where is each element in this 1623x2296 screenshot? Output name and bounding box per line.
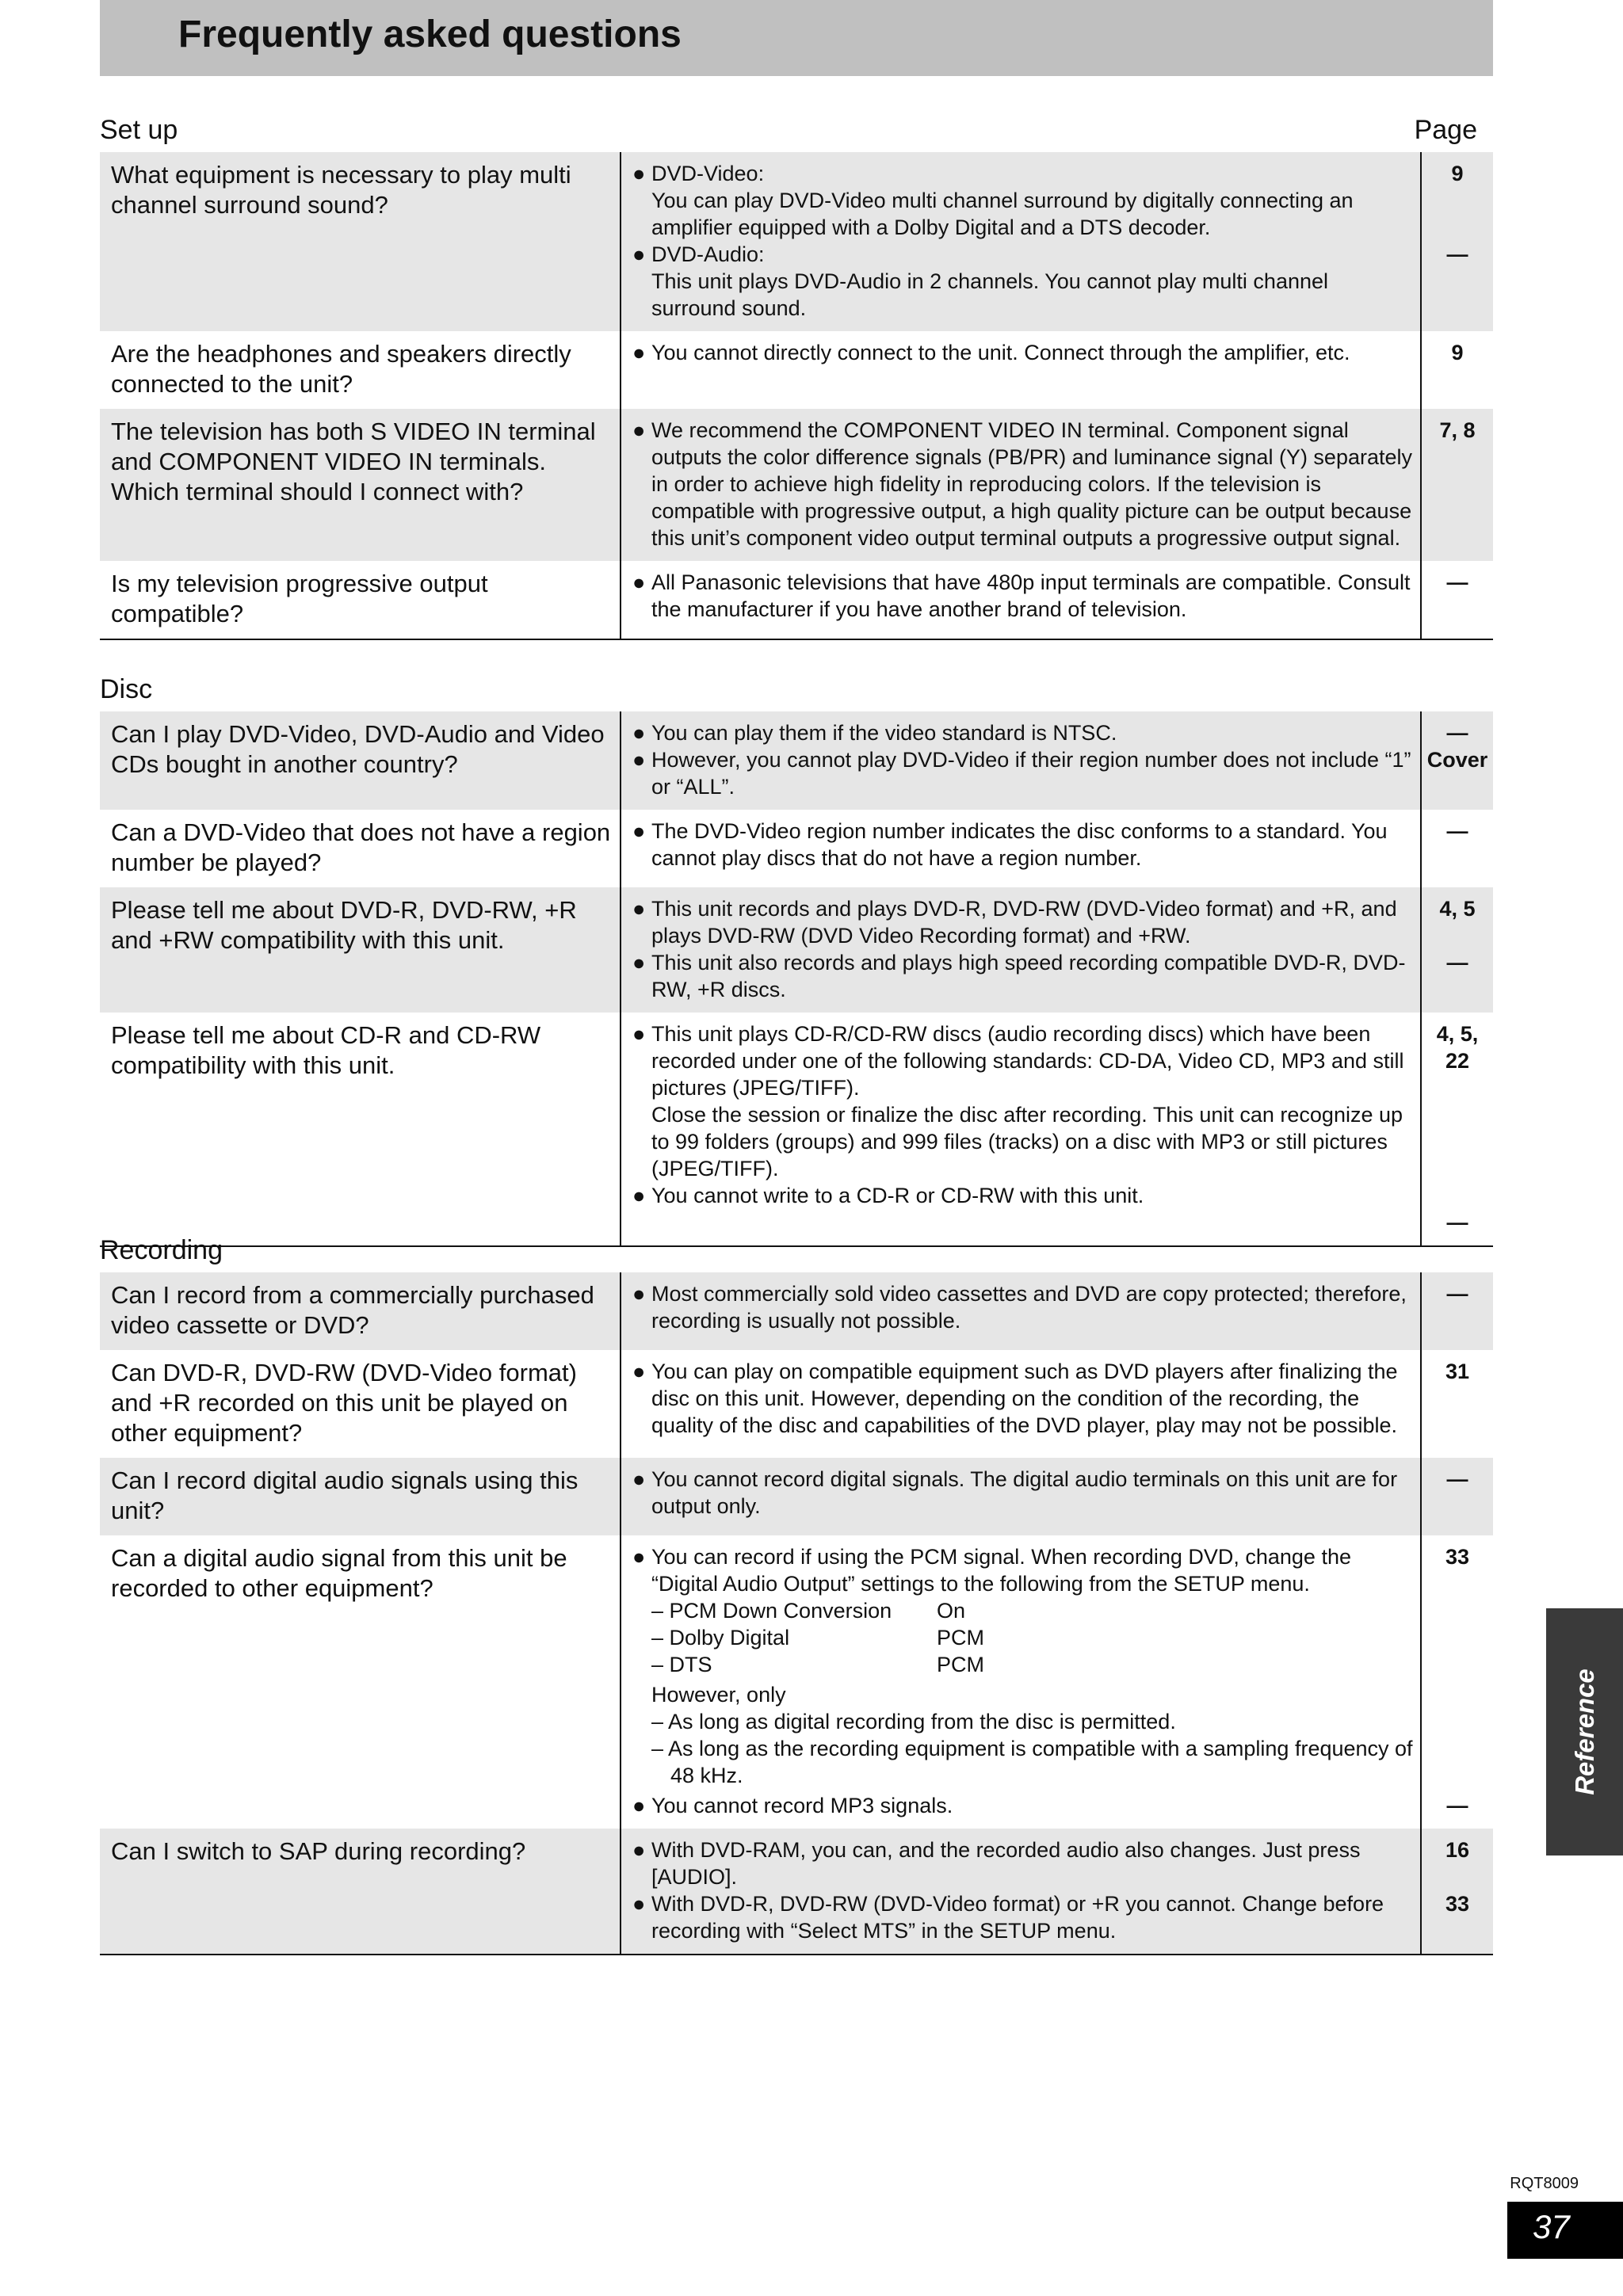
- answer: ● We recommend the COMPONENT VIDEO IN terminal. Component signal outputs the color difference signals (PB/PR) and luminance signal (Y) separately in order to achieve high fidelity in reproducing colors. If the television is compatible with progressive output, a high quality picture can be output because this unit’s component video output terminal outputs a progressive output signal.: [621, 409, 1421, 561]
- question: Can a DVD-Video that does not have a region number be played?: [100, 810, 621, 887]
- document-code: RQT8009: [1510, 2175, 1579, 2192]
- table-row: [100, 810, 1493, 887]
- question: Is my television progressive output compatible?: [100, 561, 621, 639]
- answer: ● Most commercially sold video cassettes and DVD are copy protected; therefore, recording is usually not possible.: [621, 1272, 1421, 1350]
- question: The television has both S VIDEO IN terminal and COMPONENT VIDEO IN terminals. Which terminal should I connect with?: [100, 409, 621, 561]
- disc-table: [100, 711, 1493, 1247]
- page-ref: 31: [1445, 1360, 1470, 1383]
- page-ref: 16 33: [1421, 1829, 1493, 1955]
- question: Can DVD-R, DVD-RW (DVD-Video format) and +R recorded on this unit be played on other equipment?: [100, 1350, 621, 1458]
- reference-side-tab: [1546, 1608, 1623, 1855]
- page-number: 37: [1533, 2208, 1570, 2245]
- page-ref: —: [1446, 819, 1468, 843]
- answer: ● All Panasonic televisions that have 480p input terminals are compatible. Consult the manufacturer if you have another brand of television.: [621, 561, 1421, 639]
- page-ref: —: [1421, 1458, 1493, 1535]
- table-row: [100, 1829, 1493, 1955]
- question: Can a digital audio signal from this unit be recorded to other equipment?: [100, 1535, 621, 1829]
- recording-table: [100, 1272, 1493, 1955]
- section-heading-disc: [100, 670, 1493, 713]
- question: Can I play DVD-Video, DVD-Audio and Video CDs bought in another country?: [100, 711, 621, 810]
- table-row: [100, 1272, 1493, 1350]
- page-ref: —: [1421, 1272, 1493, 1350]
- question: Can I record digital audio signals using this unit?: [100, 1458, 621, 1535]
- section-title: Recording: [100, 1235, 223, 1265]
- page-ref: 4, 5 —: [1421, 887, 1493, 1013]
- setup-table: [100, 152, 1493, 640]
- page-ref: — Cover: [1421, 711, 1493, 810]
- answer: ● DVD-Video: You can play DVD-Video multi channel surround by digitally connecting an amplifier equipped with a Dolby Digital and a DTS decoder. ● DVD-Audio: This unit plays DVD-Audio in 2 channels. You cannot play multi channel surround sound.: [621, 152, 1421, 331]
- page-column-label: Page: [1414, 115, 1477, 145]
- table-row: [100, 561, 1493, 639]
- page-ref: 9 —: [1421, 152, 1493, 331]
- answer: ● With DVD-RAM, you can, and the recorded audio also changes. Just press [AUDIO]. ● With DVD-R, DVD-RW (DVD-Video format) or +R you cannot. Change before recording with “Select MTS” in the SETUP menu.: [621, 1829, 1421, 1955]
- question: Please tell me about CD-R and CD-RW compatibility with this unit.: [100, 1013, 621, 1246]
- question: Are the headphones and speakers directly connected to the unit?: [100, 331, 621, 409]
- question: Can I switch to SAP during recording?: [100, 1829, 621, 1955]
- page-number-box: [1507, 2202, 1623, 2259]
- answer: ● You can play on compatible equipment such as DVD players after finalizing the disc on this unit. However, depending on the condition of the recording, the quality of the disc and capabilities of the DVD player, play may not be possible.: [621, 1350, 1421, 1458]
- section-heading-setup: [100, 111, 1493, 154]
- page-ref: 33 —: [1445, 1545, 1470, 1817]
- page-ref: —: [1421, 561, 1493, 639]
- page-ref: 9: [1451, 341, 1464, 364]
- table-row: [100, 1535, 1493, 1829]
- side-tab-label: Reference: [1569, 1669, 1599, 1795]
- page-ref: 4, 5, 22 —: [1421, 1013, 1493, 1246]
- answer: ● You cannot record digital signals. The digital audio terminals on this unit are for output only.: [621, 1458, 1421, 1535]
- page-title: Frequently asked questions: [178, 13, 682, 55]
- settings-list: – PCM Down Conversion On – Dolby Digital PCM – DTS PCM: [651, 1599, 984, 1676]
- answer: ● The DVD-Video region number indicates the disc conforms to a standard. You cannot play discs that do not have a region number.: [621, 810, 1421, 887]
- answer: ● You can play them if the video standard is NTSC. ● However, you cannot play DVD-Video if their region number does not include “1” or “ALL”.: [621, 711, 1421, 810]
- answer: ● This unit records and plays DVD-R, DVD-RW (DVD-Video format) and +R, and plays DVD-RW (DVD Video Recording format) and +RW. ● This unit also records and plays high speed recording compatible DVD-R, DVD-RW, +R discs.: [621, 887, 1421, 1013]
- table-row: [100, 1458, 1493, 1535]
- question: What equipment is necessary to play multi channel surround sound?: [100, 152, 621, 331]
- section-title: Set up: [100, 115, 178, 145]
- table-row: [100, 152, 1493, 331]
- answer: ● You cannot directly connect to the unit. Connect through the amplifier, etc.: [621, 331, 1421, 409]
- table-row: [100, 331, 1493, 409]
- answer: ● This unit plays CD-R/CD-RW discs (audio recording discs) which have been recorded under one of the following standards: CD-DA, Video CD, MP3 and still pictures (JPEG/TIFF). Close the session or finalize the disc after recording. This unit can recognize up to 99 folders (groups) and 999 files (tracks) on a disc with MP3 or still pictures (JPEG/TIFF). ● You cannot write to a CD-R or CD-RW with this unit.: [621, 1013, 1421, 1246]
- section-heading-recording: [100, 1231, 1493, 1274]
- question: Can I record from a commercially purchased video cassette or DVD?: [100, 1272, 621, 1350]
- table-row: [100, 409, 1493, 561]
- table-row: [100, 1013, 1493, 1246]
- title-bar: [100, 0, 1493, 76]
- table-row: [100, 711, 1493, 810]
- section-title: Disc: [100, 674, 153, 704]
- answer: ● You can record if using the PCM signal. When recording DVD, change the “Digital Audio Output” settings to the following from the SETUP menu. – PCM Down Conversion On – Dolby Digital PCM – DTS PCM However, only – As long as digital recording from the disc is permitted. – As long as the recording equipment is compatible with a sampling frequency of 48 kHz. ● You cannot record MP3 signals.: [621, 1535, 1421, 1829]
- page-ref: 7, 8: [1421, 409, 1493, 561]
- question: Please tell me about DVD-R, DVD-RW, +R and +RW compatibility with this unit.: [100, 887, 621, 1013]
- table-row: [100, 887, 1493, 1013]
- table-row: [100, 1350, 1493, 1458]
